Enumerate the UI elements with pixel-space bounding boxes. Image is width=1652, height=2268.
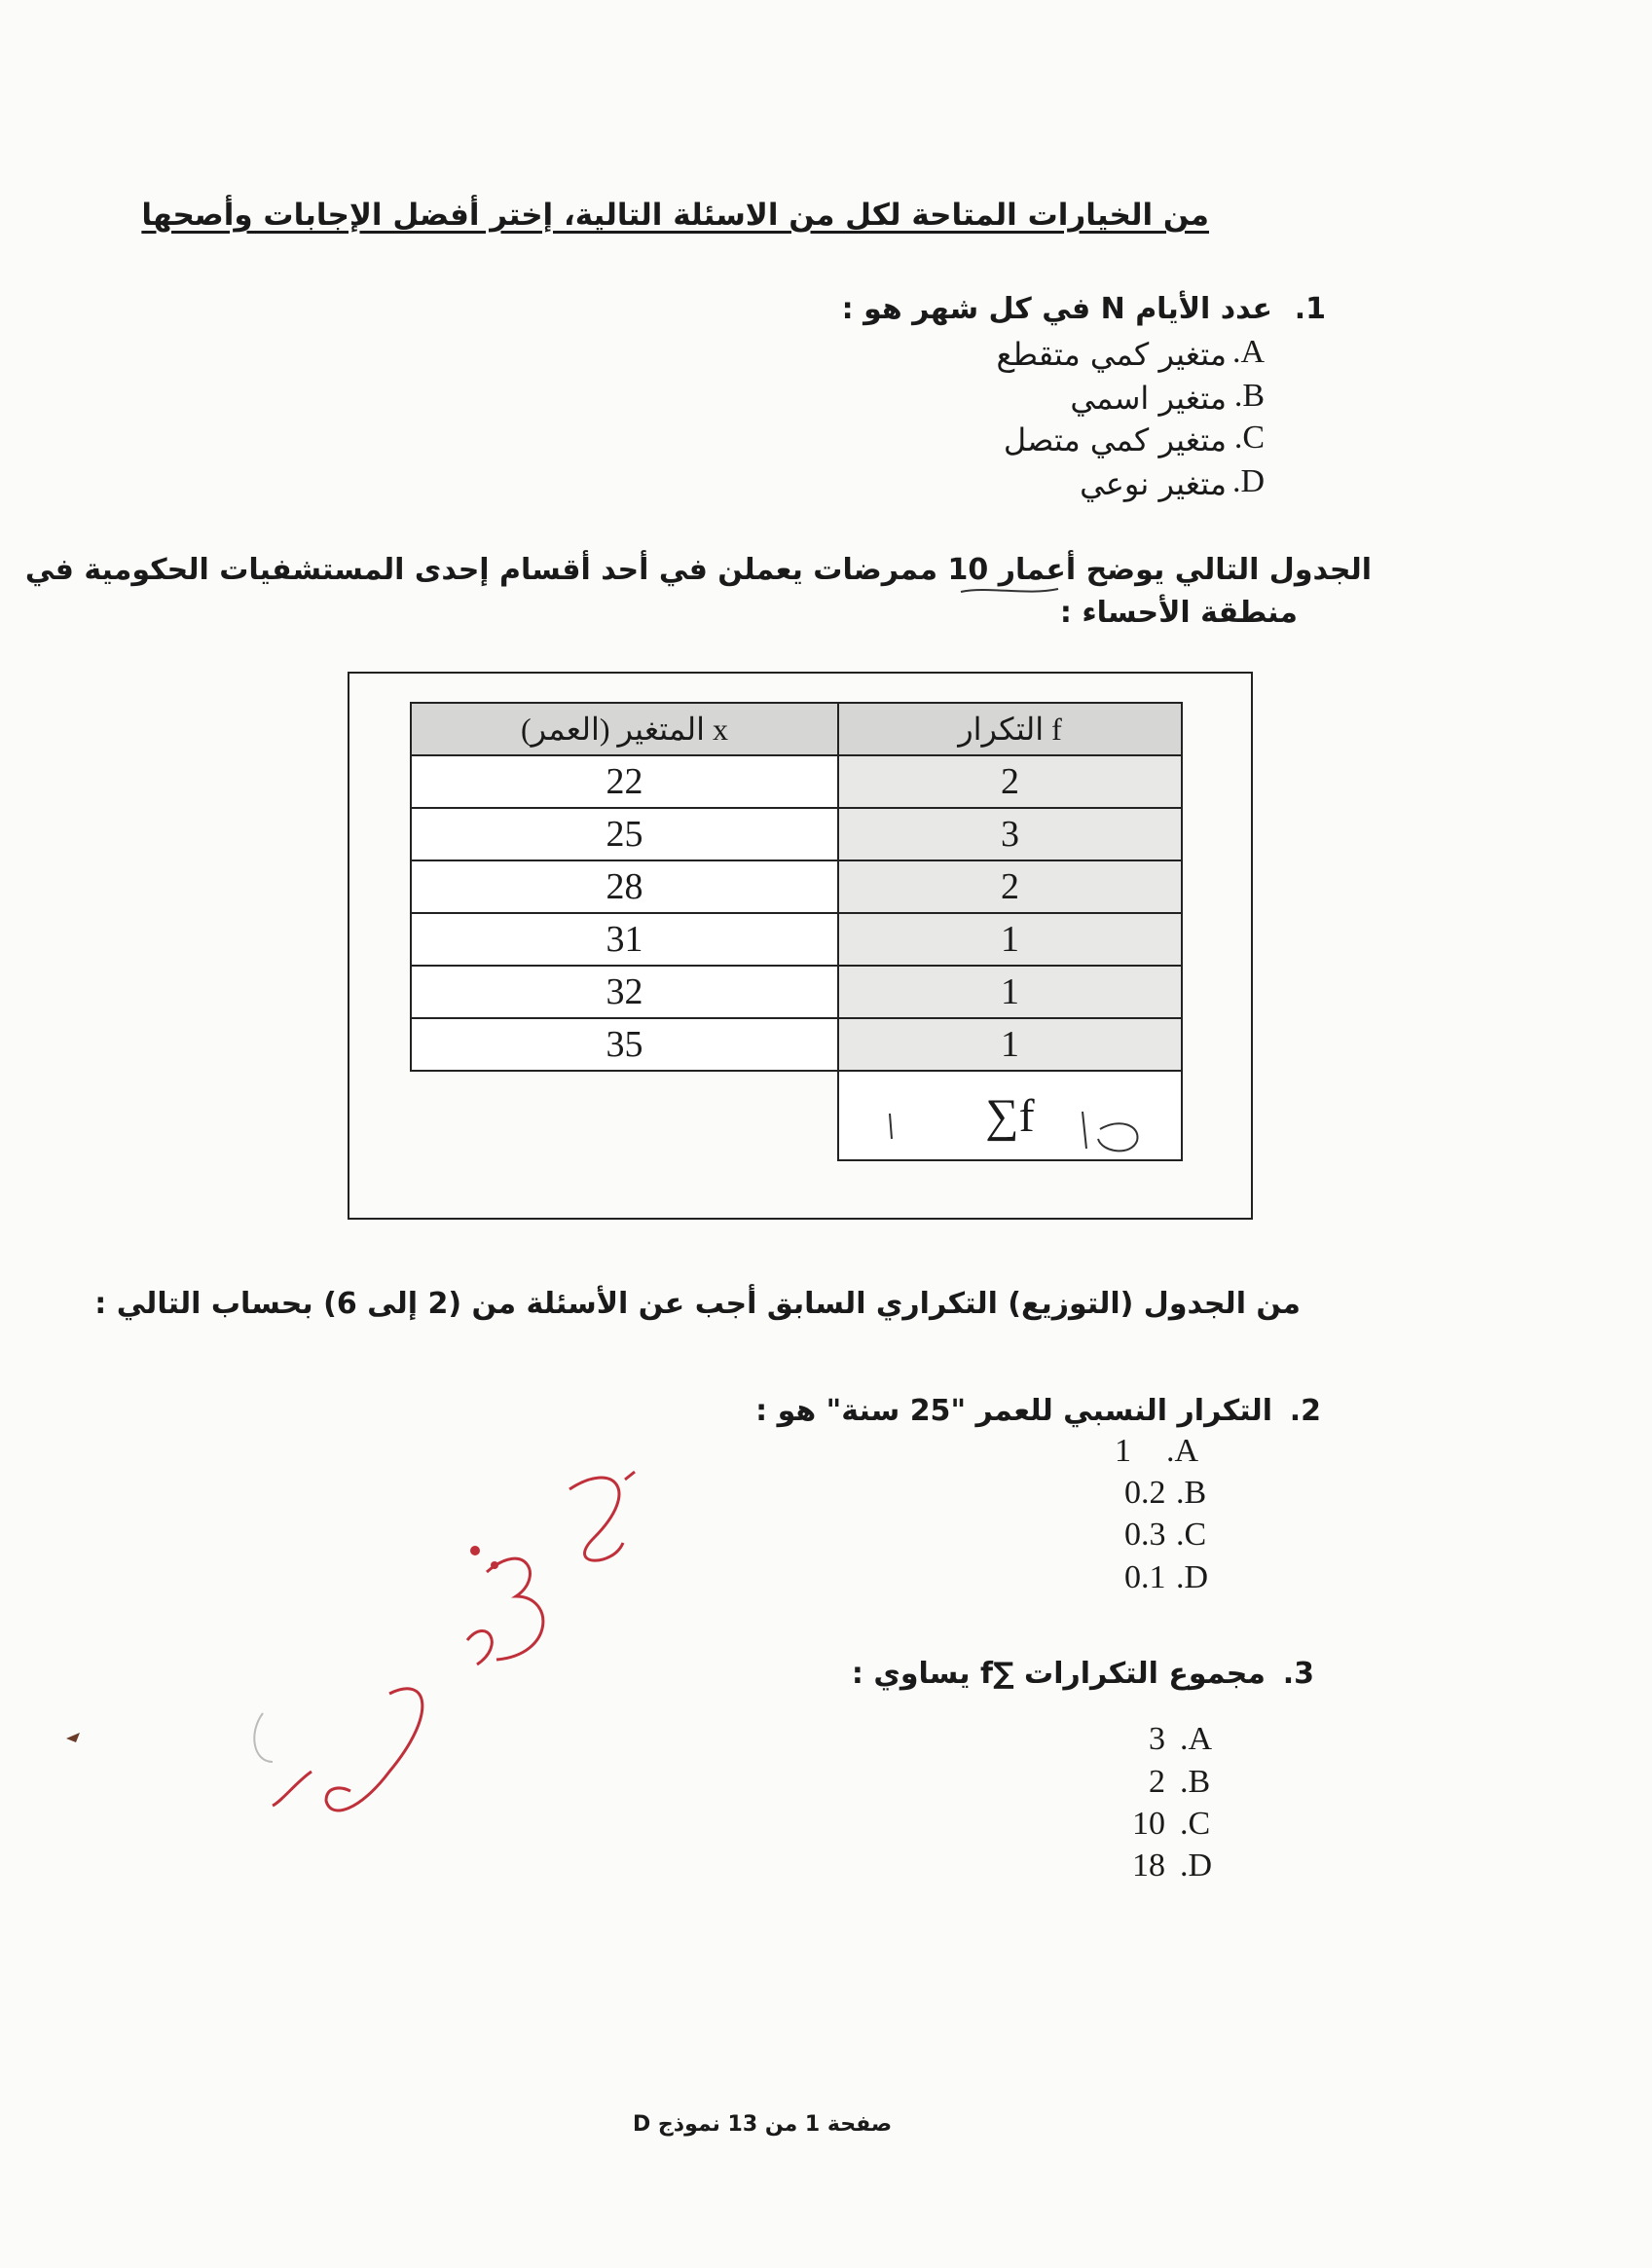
question-1-number: .1: [1294, 292, 1326, 326]
table-header-row: [411, 703, 1182, 755]
q2-option-d-letter[interactable]: .D: [1176, 1559, 1209, 1595]
q2-option-d-value[interactable]: 0.1: [1124, 1559, 1166, 1595]
table-row: [411, 913, 1182, 966]
q3-option-b-letter[interactable]: .B: [1180, 1764, 1211, 1800]
red-pen-scribble: [243, 1450, 652, 1859]
q3-option-d-value[interactable]: 18: [1132, 1847, 1165, 1884]
cell-f: 3: [838, 808, 1182, 860]
stray-ink-mark: [64, 1731, 84, 1746]
q2-option-a-letter[interactable]: .A: [1166, 1433, 1199, 1469]
cell-x: 28: [411, 860, 838, 913]
question-2-number: .2: [1289, 1394, 1321, 1428]
q1-option-c-text[interactable]: متغير كمي متصل: [1003, 421, 1227, 458]
table-intro-line-1: الجدول التالي يوضح أعمار 10 ممرضات يعملن في أحد أقسام إحدى المستشفيات الحكومية في: [24, 553, 1372, 587]
cell-f: 1: [838, 1018, 1182, 1071]
table-row: [411, 808, 1182, 860]
q1-option-c-letter[interactable]: .C: [1233, 420, 1265, 456]
q2-option-b-value[interactable]: 0.2: [1124, 1475, 1166, 1511]
table-intro-line-2: منطقة الأحساء :: [1059, 596, 1298, 630]
question-3-text: مجموع التكرارات ∑f يساوي :: [851, 1657, 1266, 1691]
q3-option-b-value[interactable]: 2: [1149, 1764, 1165, 1800]
question-1-text: عدد الأيام N في كل شهر هو :: [841, 292, 1272, 326]
q3-option-d-letter[interactable]: .D: [1180, 1847, 1213, 1884]
q3-option-a-value[interactable]: 3: [1149, 1721, 1165, 1757]
q1-option-b-letter[interactable]: .B: [1233, 378, 1265, 414]
cell-x: 31: [411, 913, 838, 966]
q1-option-d-text[interactable]: متغير نوعي: [1080, 465, 1227, 502]
cell-sum-f: ∑f: [838, 1071, 1182, 1160]
cell-x: 32: [411, 966, 838, 1018]
question-3-number: .3: [1282, 1657, 1314, 1691]
q1-option-b-text[interactable]: متغير اسمي: [1070, 380, 1227, 417]
q3-option-a-letter[interactable]: .A: [1180, 1721, 1213, 1757]
q3-option-c-letter[interactable]: .C: [1180, 1806, 1211, 1842]
cell-x: 35: [411, 1018, 838, 1071]
q1-option-d-letter[interactable]: .D: [1231, 463, 1265, 499]
question-2-text: التكرار النسبي للعمر "25 سنة" هو :: [755, 1394, 1272, 1428]
q2-option-c-letter[interactable]: .C: [1176, 1517, 1207, 1553]
q2-option-a-value[interactable]: 1: [1115, 1433, 1131, 1469]
header-frequency: التكرار f: [838, 703, 1182, 755]
header-variable-age: المتغير (العمر) x: [411, 703, 838, 755]
q3-option-c-value[interactable]: 10: [1132, 1806, 1165, 1842]
cell-f: 2: [838, 755, 1182, 808]
page-footer: صفحة 1 من 13 نموذج D: [633, 2112, 893, 2137]
q2-option-b-letter[interactable]: .B: [1176, 1475, 1207, 1511]
table-row: [411, 860, 1182, 913]
page-title: من الخيارات المتاحة لكل من الاسئلة التالية، إختر أفضل الإجابات وأصحها: [141, 198, 1209, 233]
q2-option-c-value[interactable]: 0.3: [1124, 1517, 1166, 1553]
table-row: [411, 755, 1182, 808]
cell-f: 1: [838, 966, 1182, 1018]
underline-mark: [959, 584, 1061, 598]
cell-f: 1: [838, 913, 1182, 966]
table-row: [411, 1018, 1182, 1071]
handwritten-sum-annotation: [876, 1100, 1149, 1168]
empty-cell: [411, 1071, 838, 1160]
frequency-table: [410, 702, 1183, 1161]
table-row: [411, 966, 1182, 1018]
instruction-text: من الجدول (التوزيع) التكراري السابق أجب عن الأسئلة من (2 إلى 6) بحساب التالي :: [94, 1287, 1301, 1321]
cell-x: 22: [411, 755, 838, 808]
cell-x: 25: [411, 808, 838, 860]
cell-f: 2: [838, 860, 1182, 913]
q1-option-a-text[interactable]: متغير كمي متقطع: [996, 336, 1227, 373]
q1-option-a-letter[interactable]: .A: [1231, 334, 1265, 370]
